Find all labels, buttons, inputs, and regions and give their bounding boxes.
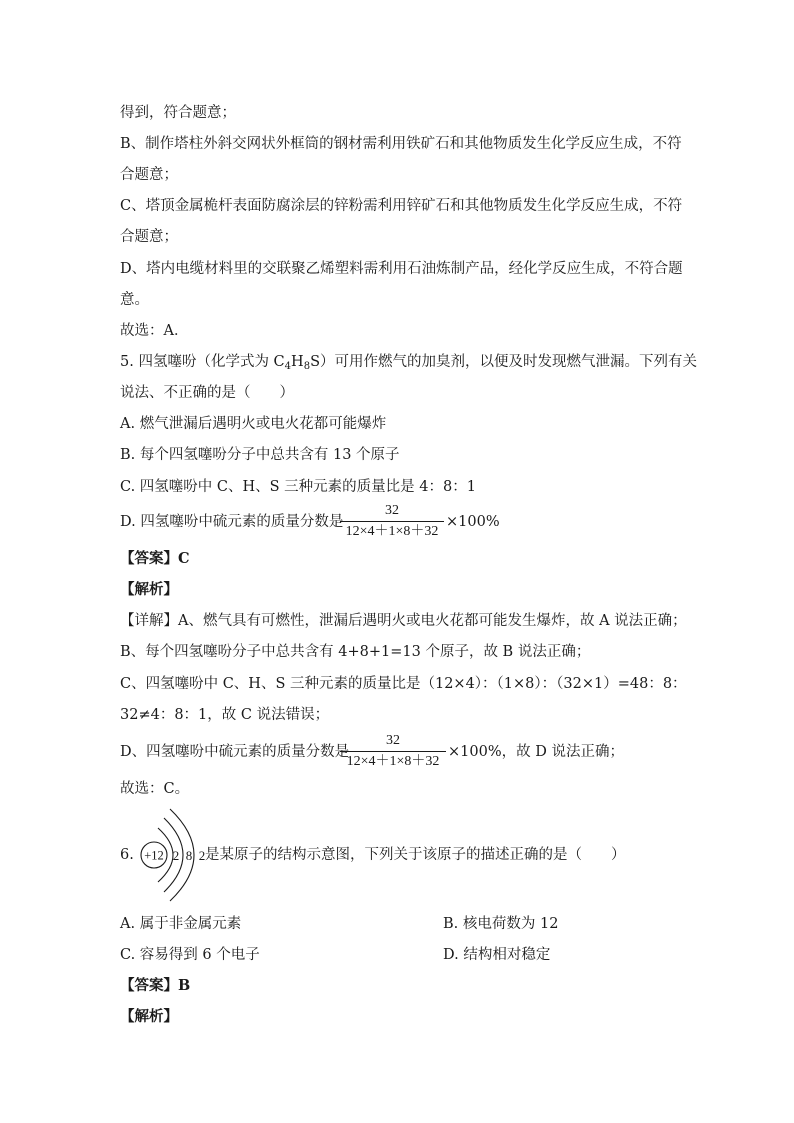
option-b: B. 每个四氢噻吩分子中总共含有 13 个原子 (120, 447, 400, 463)
text-line: C、塔顶金属桅杆表面防腐涂层的锌粉需利用锌矿石和其他物质发生化学反应生成，不符 (120, 198, 683, 214)
analysis-label: 【解析】 (120, 581, 178, 598)
fraction-bar (340, 521, 444, 522)
fraction-numerator: 32 (386, 733, 400, 748)
detail-line: C、四氢噻吩中 C、H、S 三种元素的质量比是（12×4）：（1×8）：（32×1）=48：8： (120, 676, 687, 692)
nucleus-charge: +12 (144, 848, 164, 863)
question-stem: 是某原子的结构示意图，下列关于该原子的描述正确的是（ ） (205, 847, 626, 863)
fraction (340, 502, 444, 541)
analysis-label: 【解析】 (120, 1008, 178, 1025)
fraction (340, 732, 446, 771)
text-line: 意。 (120, 292, 149, 308)
option-c: C. 容易得到 6 个电子 (120, 947, 260, 963)
text-line: 得到，符合题意； (120, 105, 236, 121)
fraction-denominator: 12×4＋1×8＋32 (346, 754, 440, 769)
detail-line: 【详解】A、燃气具有可燃性，泄漏后遇明火或电火花都可能发生爆炸，故 A 说法正确； (120, 613, 687, 629)
question-stem: 5. 四氢噻吩（化学式为 $C_4H_8S$）可用作燃气的加臭剂，以便及时发现燃气泄漏。下列有关 (120, 354, 697, 372)
fraction-suffix: ×100%，故 D 说法正确； (448, 744, 624, 760)
answer-label: 【答案】B (120, 977, 191, 994)
option-a: A. 燃气泄漏后遇明火或电火花都可能爆炸 (120, 416, 387, 432)
option-d: D. 四氢噻吩中硫元素的质量分数是 (120, 514, 344, 530)
fraction-suffix: ×100% (446, 514, 500, 530)
detail-line: 32≠4：8：1，故 C 说法错误； (120, 707, 330, 723)
text-line: D、塔内电缆材料里的交联聚乙烯塑料需利用石油炼制产品，经化学反应生成，不符合题 (120, 261, 683, 277)
option-a: A. 属于非金属元素 (120, 916, 242, 932)
fraction-numerator: 32 (385, 503, 399, 518)
atom-structure-diagram (136, 807, 212, 903)
shell-electrons: 8 (185, 848, 193, 863)
text-line: 故选：A． (120, 323, 189, 339)
option-d: D. 结构相对稳定 (443, 947, 551, 963)
answer-label: 【答案】C (120, 550, 190, 567)
text-line: B、制作塔柱外斜交网状外框筒的钢材需利用铁矿石和其他物质发生化学反应生成，不符 (120, 136, 682, 152)
option-b: B. 核电荷数为 12 (443, 916, 559, 932)
shell-electrons: 2 (172, 848, 180, 863)
shell-electrons: 2 (198, 848, 206, 863)
detail-line: B、每个四氢噻吩分子中总共含有 4+8+1=13 个原子，故 B 说法正确； (120, 644, 591, 660)
text-line: 合题意； (120, 229, 178, 245)
choose-line: 故选：C。 (120, 781, 190, 797)
detail-line: D、四氢噻吩中硫元素的质量分数是 (120, 744, 350, 760)
text-line: 合题意； (120, 167, 178, 183)
option-c: C. 四氢噻吩中 C、H、S 三种元素的质量比是 4：8：1 (120, 479, 476, 495)
question-stem: 说法、不正确的是（ ） (120, 385, 294, 401)
fraction-denominator: 12×4＋1×8＋32 (345, 524, 439, 539)
question-number: 6. (120, 847, 134, 863)
fraction-bar (340, 751, 446, 752)
